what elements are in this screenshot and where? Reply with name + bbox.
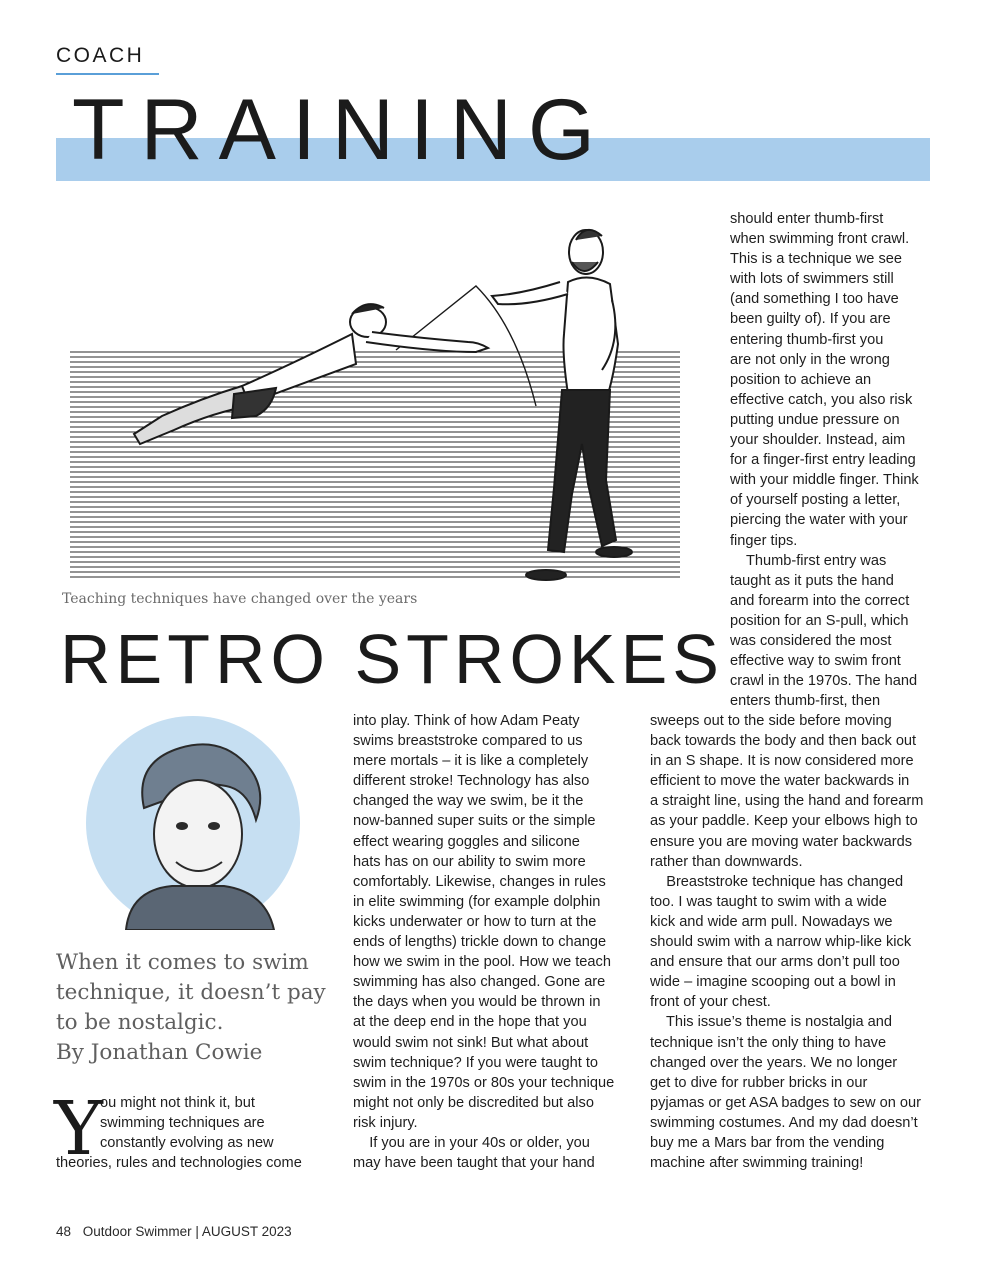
text-line: swims breaststroke compared to us [353, 733, 583, 750]
text-line: taught as it puts the hand [730, 572, 894, 589]
text-line: of yourself posting a letter, [730, 492, 901, 509]
text-line: swim technique? If you were taught to [353, 1054, 598, 1071]
body-column-4 [650, 711, 923, 1173]
text-line: position to achieve an [730, 371, 872, 388]
text-line: mere mortals – it is like a completely [353, 753, 589, 770]
article-headline: RETRO STROKES [60, 620, 724, 698]
text-line: entering thumb-first you [730, 331, 884, 348]
text-line: effect wearing goggles and silicone [353, 833, 580, 850]
text-line: theories, rules and technologies come [56, 1155, 302, 1171]
body-column-3 [730, 209, 919, 711]
text-line: finger tips. [730, 532, 798, 549]
text-line: would swim not sink! But what about [353, 1034, 589, 1051]
text-line: rather than downwards. [650, 853, 803, 870]
text-line: how we swim in the pool. How we teach [353, 954, 611, 971]
text-line: Breaststroke technique has changed [650, 873, 904, 890]
text-line: enters thumb-first, then [730, 693, 881, 710]
text-line: swimming has also changed. Gone are [353, 974, 606, 991]
page-title: TRAINING [72, 82, 611, 178]
text-line: technique isn’t the only thing to have [650, 1034, 887, 1051]
author-portrait [86, 716, 300, 930]
text-line: putting undue pressure on [730, 411, 900, 428]
text-line: the days when you would be thrown in [353, 994, 601, 1011]
text-line: buy me a Mars bar from the vending [650, 1134, 885, 1151]
text-line: ends of lengths) trickle down to change [353, 934, 607, 951]
text-line: This issue’s theme is nostalgia and [650, 1014, 893, 1031]
text-line: should swim with a narrow whip-like kick [650, 934, 912, 951]
text-line: are not only in the wrong [730, 351, 890, 368]
text-line: for a finger-first entry leading [730, 452, 916, 469]
vintage-swimming-illustration [66, 210, 726, 590]
text-line: crawl in the 1970s. The hand [730, 673, 918, 690]
text-line: swimming costumes. And my dad doesn’t [650, 1114, 918, 1131]
text-line: This is a technique we see [730, 251, 902, 268]
publication-info: Outdoor Swimmer | AUGUST 2023 [82, 1224, 292, 1239]
text-line: in an S shape. It is now considered more [650, 753, 914, 770]
text-line: kick and wide arm pull. Nowadays we [650, 913, 893, 930]
text-line: kicks underwater or how to turn at the [353, 913, 597, 930]
drop-cap: Y [54, 1086, 103, 1172]
text-line: different stroke! Technology has also [353, 773, 590, 790]
text-line: If you are in your 40s or older, you [353, 1134, 590, 1151]
text-line: effective way to swim front [730, 653, 901, 670]
text-line: ou might not think it, but [100, 1095, 255, 1111]
page-footer [56, 1224, 292, 1239]
text-line: comfortably. Likewise, changes in rules [353, 873, 606, 890]
section-underline [56, 73, 159, 75]
byline: By Jonathan Cowie [56, 1040, 263, 1065]
text-line: into play. Think of how Adam Peaty [353, 713, 580, 729]
text-line: piercing the water with your [730, 512, 908, 529]
text-line: get to dive for rubber bricks in our [650, 1074, 868, 1091]
text-line: now-banned super suits or the simple [353, 813, 596, 830]
text-line: efficient to move the water backwards in [650, 773, 910, 790]
text-line: changed over the years. We no longer [650, 1054, 898, 1071]
text-line: effective catch, you also risk [730, 391, 913, 408]
text-line: might not only be discredited but also [353, 1094, 594, 1111]
text-line: your shoulder. Instead, aim [730, 432, 906, 449]
text-line: pyjamas or get ASA badges to sew on our [650, 1094, 921, 1111]
text-line: with lots of swimmers still [730, 271, 894, 288]
text-line: too. I was taught to swim with a wide [650, 893, 887, 910]
text-line: may have been taught that your hand [353, 1155, 595, 1172]
text-line: machine after swimming training! [650, 1155, 864, 1172]
text-line: constantly evolving as new [100, 1135, 274, 1152]
text-line: ensure you are moving water backwards [650, 833, 913, 850]
text-line: and ensure that our arms don’t pull too [650, 954, 900, 971]
text-line: swim in the 1970s or 80s your technique [353, 1074, 615, 1091]
text-line: should enter thumb-first [730, 211, 884, 227]
text-line: been guilty of). If you are [730, 311, 891, 328]
standfirst-text: When it comes to swim technique, it doesn’t pay to be nostalgic. [56, 950, 326, 1035]
text-line: was considered the most [730, 632, 892, 649]
section-label: COACH [56, 44, 145, 67]
text-line: hats has on our ability to swim more [353, 853, 586, 870]
text-line: risk injury. [353, 1114, 418, 1131]
text-line: sweeps out to the side before moving [650, 713, 892, 729]
text-line: at the deep end in the hope that you [353, 1014, 587, 1031]
text-line: swimming techniques are [100, 1115, 265, 1132]
text-line: back towards the body and then back out [650, 733, 917, 750]
text-line: as your paddle. Keep your elbows high to [650, 813, 918, 830]
text-line: in elite swimming (for example dolphin [353, 893, 601, 910]
text-line: position for an S-pull, which [730, 612, 909, 629]
text-line: changed the way we swim, be it the [353, 793, 584, 810]
image-caption: Teaching techniques have changed over the years [62, 591, 418, 607]
intro-paragraph [100, 1093, 274, 1153]
text-line: wide – imagine scooping out a bowl in [650, 974, 896, 991]
text-line: and forearm into the correct [730, 592, 910, 609]
intro-last-line [56, 1153, 302, 1173]
text-line: a straight line, using the hand and forearm [650, 793, 924, 810]
text-line: front of your chest. [650, 994, 771, 1011]
body-column-2 [353, 711, 614, 1173]
page-number: 48 [56, 1224, 72, 1239]
standfirst [56, 948, 341, 1068]
text-line: Thumb-first entry was [730, 552, 887, 569]
text-line: (and something I too have [730, 291, 899, 308]
text-line: with your middle finger. Think [730, 472, 919, 489]
text-line: when swimming front crawl. [730, 231, 910, 248]
